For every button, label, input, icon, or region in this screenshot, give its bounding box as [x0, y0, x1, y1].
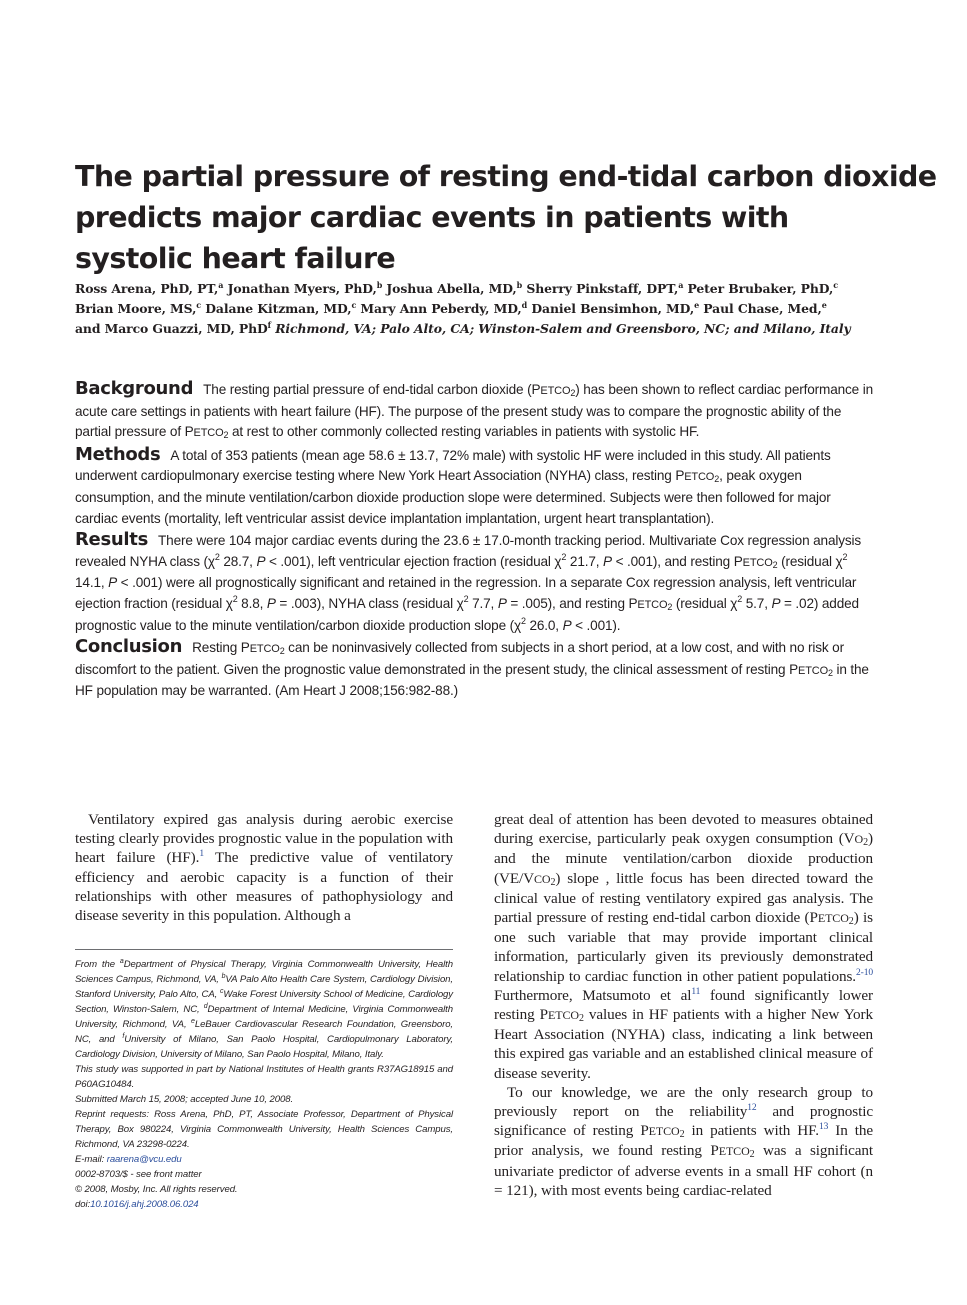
article-title	[75, 156, 937, 279]
author-line: Brian Moore, MS,$^c$ Dalane Kitzman, MD,$^c$ Mary Ann Peberdy, MD,$^d$ Daniel Bensimhon, MD,$^e$ Paul Chase, Med,$^e$	[75, 300, 827, 316]
abstract-methods: Methods A total of 353 patients (mean age 58.6 ± 13.7, 72% male) with systolic HF were included in this study. All patients underwent cardiopulmonary exercise testing where New York Heart Association (NYHA) class, resting $PETCO_2$, peak oxygen consumption, and the minute ventilation/carbon dioxide production slope were determined. Subjects were then followed for major cardiac events (mortality, left ventricular assist device implantation implantation, urgent heart transplantation).	[75, 443, 831, 526]
section-heading: Methods	[75, 443, 161, 465]
doi-link[interactable]: 10.1016/j.ahj.2008.06.024	[90, 1199, 199, 1210]
abstract-background: Background The resting partial pressure of end-tidal carbon dioxide $(PETCO_2)$ has been shown to reflect cardiac performance in acute care settings in patients with heart failure (HF). The purpose of the present study was to compare the prognostic ability of the partial pressure of $PETCO_2$ at rest to other commonly collected resting variables in patients with systolic HF.	[75, 378, 873, 441]
email-link[interactable]: raarena@vcu.edu	[106, 1154, 182, 1165]
author-locations: Richmond, VA; Palo Alto, CA; Winston-Salem and Greensboro, NC; and Milano, Italy	[271, 321, 851, 336]
section-heading: Background	[75, 378, 194, 399]
abstract	[75, 379, 875, 703]
author-line: and Marco Guazzi, MD, PhD$^f$ Richmond, VA; Palo Alto, CA; Winston-Salem and Greensboro, NC; and Milano, Italy	[75, 320, 851, 336]
reference-link[interactable]: 1	[199, 849, 204, 860]
reference-link[interactable]: 13	[818, 1122, 829, 1133]
reference-link[interactable]: 12	[747, 1103, 757, 1114]
body-column-right	[494, 810, 873, 1200]
doi-line: doi:10.1016/j.ahj.2008.06.024	[75, 1199, 199, 1210]
submission-dates: Submitted March 15, 2008; accepted June 10, 2008.	[75, 1094, 294, 1105]
title-line: The partial pressure of resting end-tidal carbon dioxide	[75, 160, 937, 193]
footnotes	[75, 957, 453, 1212]
author-list	[75, 279, 875, 339]
email-line: E-mail: raarena@vcu.edu	[75, 1154, 182, 1165]
footnote-divider	[75, 949, 453, 950]
reprint-requests: Reprint requests: Ross Arena, PhD, PT, Associate Professor, Department of Physical Therapy, Box 980224, Virginia Commonwealth University, Health Sciences Campus, Richmond, VA 23298-0224.	[75, 1109, 453, 1150]
title-line: predicts major cardiac events in patients with	[75, 201, 789, 234]
copyright-line: © 2008, Mosby, Inc. All rights reserved.	[75, 1184, 238, 1195]
reference-link[interactable]: 2-10	[855, 967, 873, 978]
body-paragraph: To our knowledge, we are the only research group to previously report on the reliability$^{12}$ and prognostic significance of resting $PETCO_2$ in patients with HF.$^{13}$ In the prior analysis, we found resting $PETCO_2$ was a significant univariate predictor of adverse events in a small HF cohort (n = 121), with most events being cardiac-related	[494, 1083, 873, 1199]
author-line: Ross Arena, PhD, PT,$^a$ Jonathan Myers, PhD,$^b$ Joshua Abella, MD,$^b$ Sherry Pinkstaff, DPT,$^a$ Peter Brubaker, PhD,$^c$	[75, 280, 838, 296]
body-column-left	[75, 810, 453, 925]
funding-note: This study was supported in part by National Institutes of Health grants R37AG18915 and P60AG10484.	[75, 1064, 453, 1090]
affiliations: From the $^a$Department of Physical Therapy, Virginia Commonwealth University, Health Sciences Campus, Richmond, VA, $^b$VA Palo Alto Health Care System, Cardiology Division, Stanford University, Palo Alto, CA, $^c$Wake Forest University School of Medicine, Cardiology Section, Winston-Salem, NC, $^d$Department of Internal Medicine, Virginia Commonwealth University, Richmond, VA, $^e$LeBauer Cardiovascular Research Foundation, Greensboro, NC, and $^f$University of Milano, San Paolo Hospital, Cardiopulmonary Laboratory, Cardiology Division, University of Milano, San Paolo Hospital, Milano, Italy.	[75, 958, 453, 1060]
title-line: systolic heart failure	[75, 242, 396, 275]
body-paragraph: Ventilatory expired gas analysis during aerobic exercise testing clearly provides prognostic value in the population with heart failure (HF).$^1$ The predictive value of ventilatory efficiency and aerobic capacity is a function of their relationships with other measures of pathophysiology and disease severity in this population. Although a	[75, 811, 453, 925]
reference-link[interactable]: 11	[691, 986, 701, 997]
body-paragraph: great deal of attention has been devoted to measures obtained during exercise, particularly peak oxygen consumption $(VO_2)$ and the minute ventilation/carbon dioxide production $(VE/VCO_2)$ slope , little focus has been directed toward the clinical value of resting ventilatory expired gas analysis. The partial pressure of resting end-tidal carbon dioxide $(PETCO_2)$ is one such variable that may provide important clinical information, particularly given its previously demonstrated relationship to cardiac function in other patient populations.$^{2-10}$ Furthermore, Matsumoto et $al^{11}$ found significantly lower resting $PETCO_2$ values in HF patients with a higher New York Heart Association (NYHA) class, indicating a link between this expired gas variable and an established clinical measure of disease severity.	[494, 811, 873, 1082]
abstract-results: Results There were 104 major cardiac events during the 23.6 ± 17.0-month tracking period. Multivariate Cox regression analysis revealed NYHA class ($\chi^2$ 28.7, P < .001), left ventricular ejection fraction (residual $\chi^2$ 21.7, P < .001), and resting $PETCO_2$ (residual $\chi^2$ 14.1, P < .001) were all prognostically significant and retained in the regression. In a separate Cox regression analysis, left ventricular ejection fraction (residual $\chi^2$ 8.8, P = .003), NYHA class (residual $\chi^2$ 7.7, P = .005), and resting $PETCO_2$ (residual $\chi^2$ 5.7, P = .02) added prognostic value to the minute ventilation/carbon dioxide production slope ($\chi^2$ 26.0, P < .001).	[75, 529, 862, 633]
section-heading: Results	[75, 529, 148, 551]
section-heading: Conclusion	[75, 636, 183, 658]
abstract-conclusion: Conclusion Resting $PETCO_2$ can be noninvasively collected from subjects in a short period, at a low cost, and with no risk or discomfort to the patient. Given the prognostic value demonstrated in the present study, the clinical assessment of resting $PETCO_2$ in the HF population may be warranted. (Am Heart J 2008;156:982-88.)	[75, 636, 869, 699]
issn-line: 0002-8703/$ - see front matter	[75, 1169, 202, 1180]
